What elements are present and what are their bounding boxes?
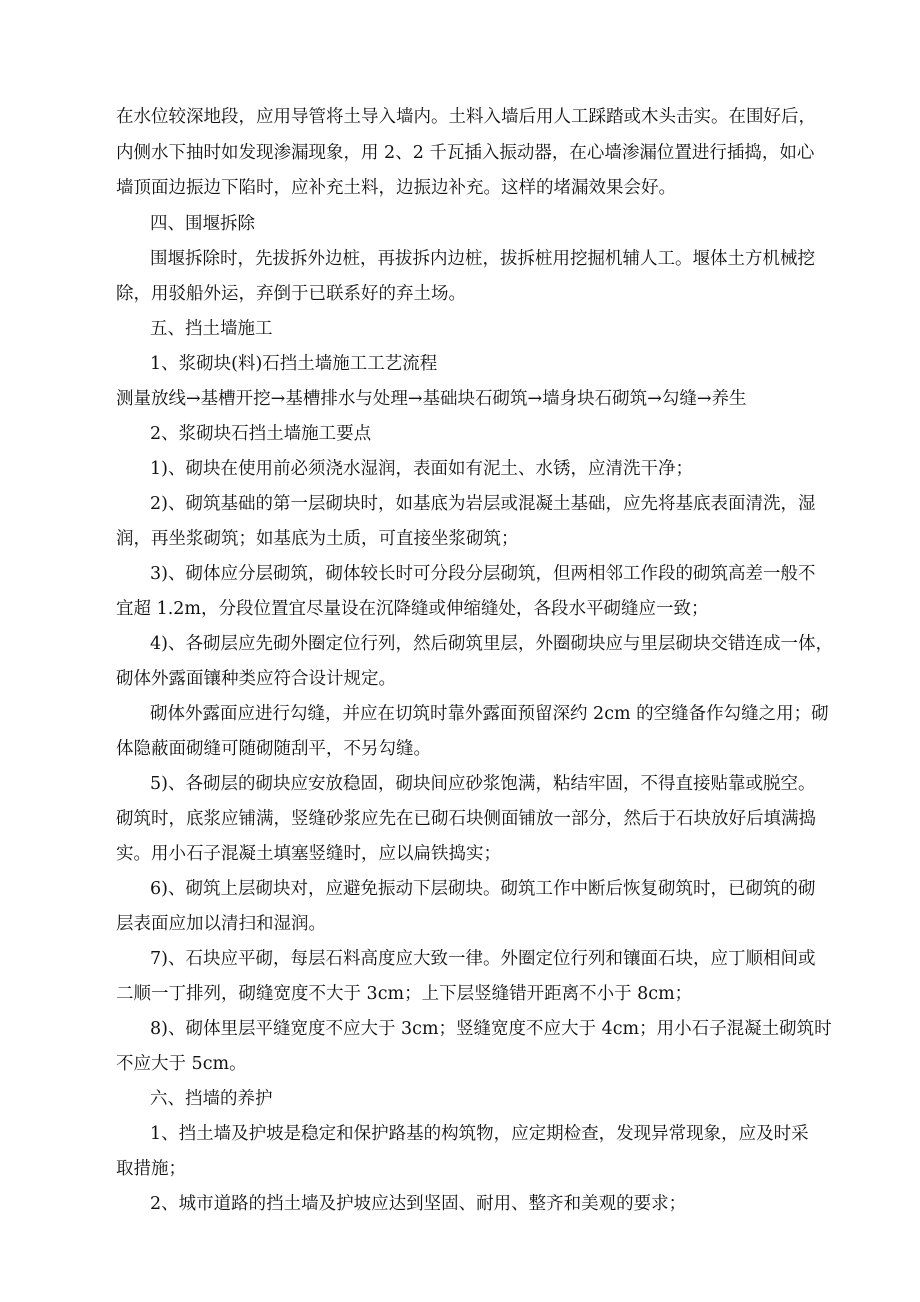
list-item: 3)、砌体应分层砌筑，砌体较长时可分段分层砌筑，但两相邻工作段的砌筑高差一般不	[150, 564, 816, 584]
subsection-heading: 2、浆砌块石挡土墙施工要点	[150, 424, 372, 444]
section-heading: 六、挡墙的养护	[150, 1089, 273, 1109]
text-line: 测量放线→基槽开挖→基槽排水与处理→基础块石砌筑→墙身块石砌筑→勾缝→养生	[116, 389, 747, 409]
text-line: 除，用驳船外运，弃倒于已联系好的弃土场。	[116, 284, 466, 304]
text-line: 砌体外露面镶种类应符合设计规定。	[116, 669, 396, 689]
text-line: 取措施；	[116, 1159, 186, 1179]
text-line: 实。用小石子混凝土填塞竖缝时，应以扁铁捣实；	[116, 844, 501, 864]
text-line: 砌体外露面应进行勾缝，并应在切筑时靠外露面预留深约 2cm 的空缝备作勾缝之用；砌	[150, 704, 829, 724]
text-line: 不应大于 5cm。	[116, 1054, 247, 1074]
list-item: 2、城市道路的挡土墙及护坡应达到坚固、耐用、整齐和美观的要求；	[150, 1194, 687, 1214]
text-line: 体隐蔽面砌缝可随砌随刮平，不另勾缝。	[116, 739, 431, 759]
section-heading: 四、围堰拆除	[150, 214, 255, 234]
list-item: 5)、各砌层的砌块应安放稳固，砌块间应砂浆饱满，粘结牢固，不得直接贴靠或脱空。	[150, 774, 816, 794]
text-line: 层表面应加以清扫和湿润。	[116, 914, 326, 934]
list-item: 1)、砌块在使用前必须浇水湿润，表面如有泥土、水锈，应清洗干净；	[150, 459, 693, 479]
list-item: 4)、各砌层应先砌外圈定位行列，然后砌筑里层，外圈砌块应与里层砌块交错连成一体，	[150, 634, 833, 654]
text-line: 砌筑时，底浆应铺满，竖缝砂浆应先在已砌石块侧面铺放一部分，然后于石块放好后填满捣	[116, 809, 816, 829]
list-item: 7)、石块应平砌，每层石料高度应大致一律。外圈定位行列和镶面石块，应丁顺相间或	[150, 949, 816, 969]
text-line: 内侧水下抽时如发现渗漏现象，用 2、2 千瓦插入振动器，在心墙渗漏位置进行插捣，如心	[116, 143, 815, 163]
list-item: 1、挡土墙及护坡是稳定和保护路基的构筑物，应定期检查，发现异常现象，应及时采	[150, 1124, 809, 1144]
text-line: 宜超 1.2m，分段位置宜尽量设在沉降缝或伸缩缝处，各段水平砌缝应一致；	[116, 599, 709, 619]
list-item: 2)、砌筑基础的第一层砌块时，如基底为岩层或混凝土基础，应先将基底表面清洗，湿	[150, 494, 816, 514]
text-line: 围堰拆除时，先拔拆外边桩，再拔拆内边桩，拔拆桩用挖掘机辅人工。堰体土方机械挖	[150, 249, 815, 269]
list-item: 6)、砌筑上层砌块对，应避免振动下层砌块。砌筑工作中断后恢复砌筑时，已砌筑的砌	[150, 879, 816, 899]
section-heading: 五、挡土墙施工	[150, 319, 273, 339]
text-line: 在水位较深地段，应用导管将土导入墙内。土料入墙后用人工踩踏或木头击实。在围好后，	[116, 107, 816, 127]
text-line: 二顺一丁排列，砌缝宽度不大于 3cm；上下层竖缝错开距离不小于 8cm；	[116, 984, 693, 1004]
list-item: 8)、砌体里层平缝宽度不应大于 3cm；竖缝宽度不应大于 4cm；用小石子混凝土砌筑时	[150, 1019, 832, 1039]
text-line: 墙顶面边振边下陷时，应补充土料，边振边补充。这样的堵漏效果会好。	[116, 178, 676, 198]
subsection-heading: 1、浆砌块(料)石挡土墙施工工艺流程	[150, 354, 438, 374]
text-line: 润，再坐浆砌筑；如基底为土质，可直接坐浆砌筑；	[116, 529, 519, 549]
